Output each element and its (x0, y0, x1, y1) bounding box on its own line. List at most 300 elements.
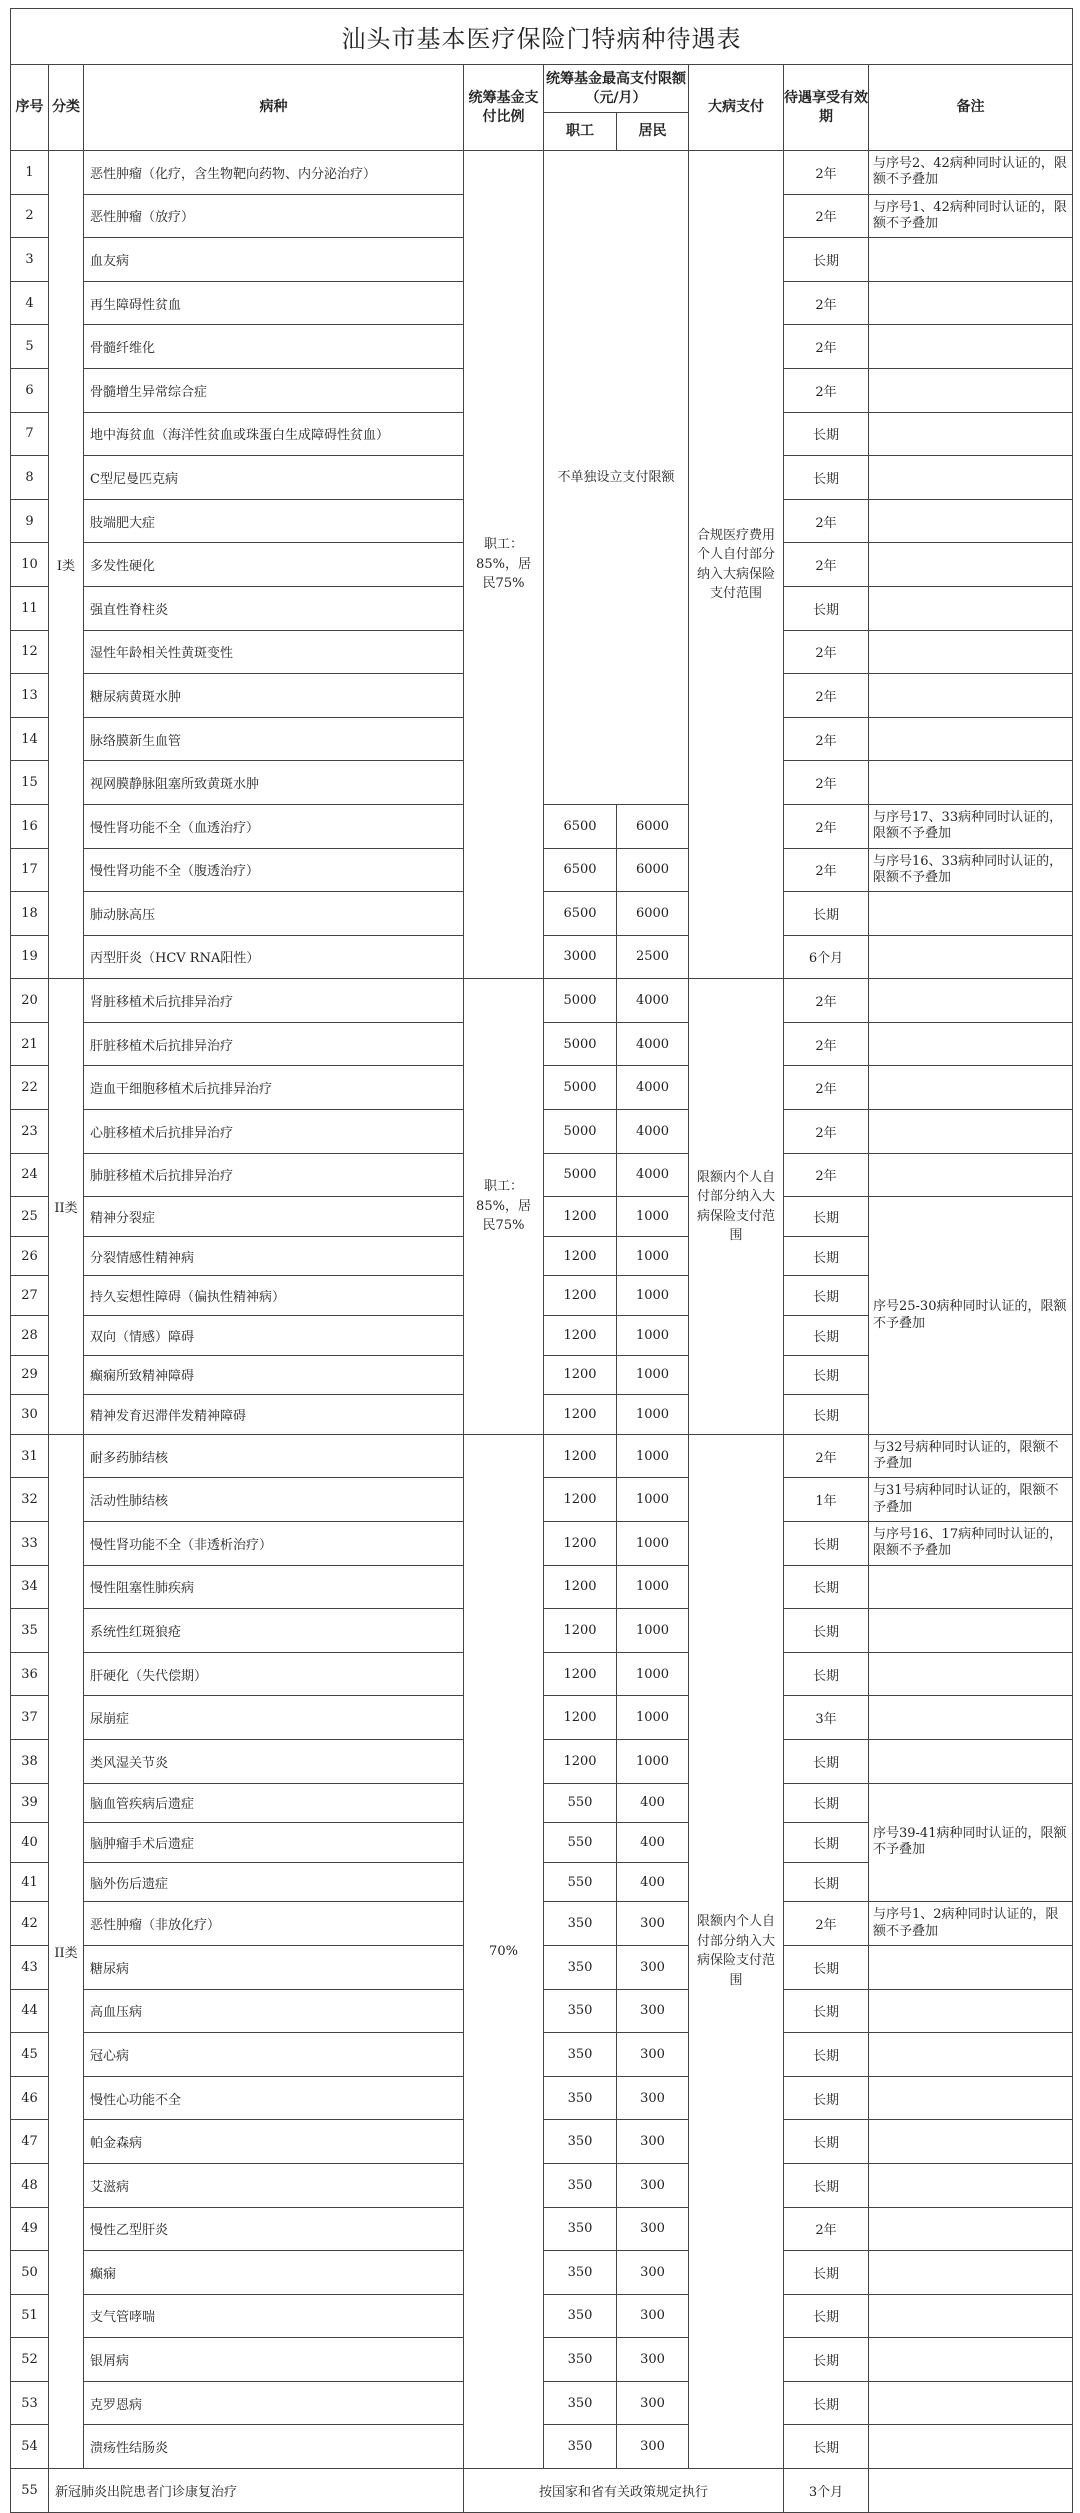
row-seq: 16 (11, 804, 49, 848)
row-validity: 长期 (784, 892, 869, 936)
row-resident-limit: 400 (617, 1783, 689, 1823)
row-resident-limit: 4000 (617, 979, 689, 1023)
row-remark (869, 1153, 1073, 1197)
row-remark (869, 1066, 1073, 1110)
row-validity: 长期 (784, 1395, 869, 1435)
row-validity: 2年 (784, 848, 869, 892)
row-disease: 溃疡性结肠炎 (84, 2425, 464, 2469)
row-seq: 28 (11, 1316, 49, 1356)
row-resident-limit: 300 (617, 2163, 689, 2207)
row-disease: 视网膜静脉阻塞所致黄斑水肿 (84, 761, 464, 805)
table-row (11, 2469, 1073, 2513)
row-disease: 恶性肿瘤（化疗，含生物靶向药物、内分泌治疗） (84, 151, 464, 195)
row-remark (869, 1609, 1073, 1653)
benefit-table (10, 8, 1073, 2513)
row-resident-limit: 300 (617, 1902, 689, 1946)
row-seq: 18 (11, 892, 49, 936)
row-remark (869, 935, 1073, 979)
row-seq: 27 (11, 1276, 49, 1316)
header-disease: 病种 (84, 65, 464, 151)
row-validity: 2年 (784, 1022, 869, 1066)
row-disease: 尿崩症 (84, 1696, 464, 1740)
header-seq: 序号 (11, 65, 49, 151)
row-remark (869, 325, 1073, 369)
row-remark: 与序号16、17病种同时认证的，限额不予叠加 (869, 1522, 1073, 1566)
header-category: 分类 (49, 65, 84, 151)
row-seq: 23 (11, 1110, 49, 1154)
serious-cell: 限额内个人自付部分纳入大病保险支付范围 (689, 1434, 784, 2468)
row-disease: 持久妄想性障碍（偏执性精神病） (84, 1276, 464, 1316)
row-resident-limit: 1000 (617, 1696, 689, 1740)
row-employee-limit: 350 (544, 2381, 617, 2425)
row-validity: 长期 (784, 2251, 869, 2295)
row-disease: 慢性乙型肝炎 (84, 2207, 464, 2251)
row-disease: 强直性脊柱炎 (84, 586, 464, 630)
row-remark (869, 2381, 1073, 2425)
row-validity: 2年 (784, 281, 869, 325)
row-employee-limit: 350 (544, 2425, 617, 2469)
row-validity: 长期 (784, 1823, 869, 1863)
row-employee-limit: 350 (544, 2163, 617, 2207)
row-seq: 31 (11, 1434, 49, 1478)
row-disease: 活动性肺结核 (84, 1478, 464, 1522)
row-seq: 20 (11, 979, 49, 1023)
row-disease: 糖尿病 (84, 1945, 464, 1989)
row-seq: 17 (11, 848, 49, 892)
row-remark: 与序号16、33病种同时认证的，限额不予叠加 (869, 848, 1073, 892)
row-seq: 10 (11, 543, 49, 587)
row-seq: 5 (11, 325, 49, 369)
row-disease: 造血干细胞移植术后抗排异治疗 (84, 1066, 464, 1110)
row-resident-limit: 1000 (617, 1609, 689, 1653)
row-validity: 长期 (784, 1276, 869, 1316)
row-remark (869, 2076, 1073, 2120)
row-seq: 52 (11, 2338, 49, 2382)
row-disease: 类风湿关节炎 (84, 1739, 464, 1783)
row-disease: 再生障碍性贫血 (84, 281, 464, 325)
row-employee-limit: 1200 (544, 1696, 617, 1740)
row-seq: 44 (11, 1989, 49, 2033)
row-validity: 长期 (784, 1355, 869, 1395)
row-disease: 癫痫 (84, 2251, 464, 2295)
row-remark (869, 761, 1073, 805)
row-validity: 3个月 (784, 2469, 869, 2513)
row-validity: 2年 (784, 1153, 869, 1197)
row-employee-limit: 350 (544, 2033, 617, 2077)
row-validity: 长期 (784, 1197, 869, 1237)
row-employee-limit: 1200 (544, 1355, 617, 1395)
row-disease: 恶性肿瘤（非放化疗） (84, 1902, 464, 1946)
row-employee-limit: 6500 (544, 892, 617, 936)
row-seq: 26 (11, 1236, 49, 1276)
row-validity: 2年 (784, 804, 869, 848)
row-employee-limit: 5000 (544, 1153, 617, 1197)
header-serious: 大病支付 (689, 65, 784, 151)
row-employee-limit: 1200 (544, 1434, 617, 1478)
row-remark (869, 586, 1073, 630)
row-employee-limit: 1200 (544, 1236, 617, 1276)
row-disease: 脑外伤后遗症 (84, 1862, 464, 1902)
row-remark: 与序号1、42病种同时认证的，限额不予叠加 (869, 194, 1073, 238)
row-employee-limit: 350 (544, 1902, 617, 1946)
row-employee-limit: 1200 (544, 1316, 617, 1356)
row-disease: 耐多药肺结核 (84, 1434, 464, 1478)
row-employee-limit: 1200 (544, 1609, 617, 1653)
row-resident-limit: 300 (617, 2381, 689, 2425)
row-disease: 肾脏移植术后抗排异治疗 (84, 979, 464, 1023)
row-seq: 40 (11, 1823, 49, 1863)
row-disease: 分裂情感性精神病 (84, 1236, 464, 1276)
row-seq: 43 (11, 1945, 49, 1989)
row-resident-limit: 300 (617, 2033, 689, 2077)
row-validity: 2年 (784, 1110, 869, 1154)
row-seq: 22 (11, 1066, 49, 1110)
category-cell: I类 (49, 151, 84, 979)
row-disease: 慢性阻塞性肺疾病 (84, 1565, 464, 1609)
row-remark (869, 2163, 1073, 2207)
row-validity: 2年 (784, 1434, 869, 1478)
row-seq: 34 (11, 1565, 49, 1609)
row-resident-limit: 300 (617, 1989, 689, 2033)
row-validity: 长期 (784, 1522, 869, 1566)
row-seq: 29 (11, 1355, 49, 1395)
row-remark (869, 2338, 1073, 2382)
row-resident-limit: 4000 (617, 1022, 689, 1066)
row-remark: 与序号1、2病种同时认证的，限额不予叠加 (869, 1902, 1073, 1946)
row-disease: 心脏移植术后抗排异治疗 (84, 1110, 464, 1154)
row-remark (869, 674, 1073, 718)
row-seq: 13 (11, 674, 49, 718)
row-validity: 2年 (784, 2207, 869, 2251)
row-disease: 克罗恩病 (84, 2381, 464, 2425)
row-employee-limit: 550 (544, 1823, 617, 1863)
row-disease: 恶性肿瘤（放疗） (84, 194, 464, 238)
serious-cell: 限额内个人自付部分纳入大病保险支付范围 (689, 979, 784, 1435)
row-resident-limit: 400 (617, 1862, 689, 1902)
row-validity: 长期 (784, 1609, 869, 1653)
header-validity: 待遇享受有效期 (784, 65, 869, 151)
row-validity: 2年 (784, 1902, 869, 1946)
row-resident-limit: 1000 (617, 1739, 689, 1783)
row-validity: 长期 (784, 1945, 869, 1989)
header-resident: 居民 (617, 113, 689, 151)
row-resident-limit: 1000 (617, 1522, 689, 1566)
row-validity: 长期 (784, 1862, 869, 1902)
row-disease: 骨髓纤维化 (84, 325, 464, 369)
row-validity: 长期 (784, 2163, 869, 2207)
row-seq: 45 (11, 2033, 49, 2077)
serious-cell: 合规医疗费用个人自付部分纳入大病保险支付范围 (689, 151, 784, 979)
row-remark (869, 281, 1073, 325)
row-validity: 长期 (784, 2120, 869, 2164)
row-disease: 骨髓增生异常综合症 (84, 368, 464, 412)
header-limit: 统筹基金最高支付限额（元/月） (544, 65, 689, 113)
row-validity: 长期 (784, 2338, 869, 2382)
page-title: 汕头市基本医疗保险门特病种待遇表 (11, 9, 1073, 65)
row-remark (869, 1022, 1073, 1066)
row-validity: 2年 (784, 194, 869, 238)
ratio-cell: 职工：85%，居民75% (464, 979, 544, 1435)
row-employee-limit: 1200 (544, 1739, 617, 1783)
row-disease: 慢性心功能不全 (84, 2076, 464, 2120)
category-cell: II类 (49, 979, 84, 1435)
table-body (11, 151, 1073, 2513)
row-seq: 30 (11, 1395, 49, 1435)
row-disease: 精神分裂症 (84, 1197, 464, 1237)
row-resident-limit: 300 (617, 2294, 689, 2338)
header-ratio: 统筹基金支付比例 (464, 65, 544, 151)
row-resident-limit: 300 (617, 2251, 689, 2295)
row-employee-limit: 1200 (544, 1395, 617, 1435)
row-seq: 41 (11, 1862, 49, 1902)
row-seq: 9 (11, 499, 49, 543)
remark-merged-cell: 序号39-41病种同时认证的，限额不予叠加 (869, 1783, 1073, 1902)
row-seq: 35 (11, 1609, 49, 1653)
row-resident-limit: 1000 (617, 1355, 689, 1395)
row-resident-limit: 1000 (617, 1276, 689, 1316)
header-employee: 职工 (544, 113, 617, 151)
row-disease: 肺脏移植术后抗排异治疗 (84, 1153, 464, 1197)
remark-merged-cell: 序号25-30病种同时认证的，限额不予叠加 (869, 1197, 1073, 1435)
row-remark (869, 2469, 1073, 2513)
row-seq: 53 (11, 2381, 49, 2425)
row-seq: 46 (11, 2076, 49, 2120)
row-validity: 长期 (784, 1652, 869, 1696)
row-seq: 54 (11, 2425, 49, 2469)
row-seq: 49 (11, 2207, 49, 2251)
row-employee-limit: 350 (544, 1945, 617, 1989)
row-resident-limit: 4000 (617, 1153, 689, 1197)
row-validity: 2年 (784, 368, 869, 412)
row-disease: 肺动脉高压 (84, 892, 464, 936)
row-resident-limit: 300 (617, 2425, 689, 2469)
row-seq: 25 (11, 1197, 49, 1237)
row-seq: 51 (11, 2294, 49, 2338)
row-employee-limit: 350 (544, 2207, 617, 2251)
row-validity: 2年 (784, 717, 869, 761)
row-resident-limit: 300 (617, 2338, 689, 2382)
row-validity: 2年 (784, 979, 869, 1023)
row-remark: 与31号病种同时认证的，限额不予叠加 (869, 1478, 1073, 1522)
row-disease: 地中海贫血（海洋性贫血或珠蛋白生成障碍性贫血） (84, 412, 464, 456)
row-disease: 系统性红斑狼疮 (84, 1609, 464, 1653)
row-employee-limit: 1200 (544, 1478, 617, 1522)
row-validity: 2年 (784, 151, 869, 195)
row-employee-limit: 350 (544, 2338, 617, 2382)
header-remark: 备注 (869, 65, 1073, 151)
row-employee-limit: 550 (544, 1862, 617, 1902)
row-validity: 长期 (784, 1236, 869, 1276)
row-disease: 高血压病 (84, 1989, 464, 2033)
row-remark (869, 1696, 1073, 1740)
row-seq: 55 (11, 2469, 49, 2513)
row-employee-limit: 6500 (544, 804, 617, 848)
row-disease: 艾滋病 (84, 2163, 464, 2207)
table-row (11, 979, 1073, 1023)
row-resident-limit: 400 (617, 1823, 689, 1863)
row-remark (869, 630, 1073, 674)
row-remark (869, 1652, 1073, 1696)
row-resident-limit: 6000 (617, 804, 689, 848)
row-employee-limit: 1200 (544, 1276, 617, 1316)
row-remark (869, 2033, 1073, 2077)
row-disease: 双向（情感）障碍 (84, 1316, 464, 1356)
row-seq: 7 (11, 412, 49, 456)
row-remark (869, 2425, 1073, 2469)
row-employee-limit: 5000 (544, 1110, 617, 1154)
row-disease: C型尼曼匹克病 (84, 456, 464, 500)
row-disease: 脑血管疾病后遗症 (84, 1783, 464, 1823)
row-disease: 肢端肥大症 (84, 499, 464, 543)
row-validity: 长期 (784, 2381, 869, 2425)
row-resident-limit: 6000 (617, 848, 689, 892)
row-seq: 8 (11, 456, 49, 500)
category-cell: II类 (49, 1434, 84, 2468)
row-seq: 3 (11, 238, 49, 282)
row-employee-limit: 3000 (544, 935, 617, 979)
row-validity: 长期 (784, 2425, 869, 2469)
row-seq: 39 (11, 1783, 49, 1823)
row-validity: 长期 (784, 1565, 869, 1609)
row-seq: 14 (11, 717, 49, 761)
row-resident-limit: 1000 (617, 1236, 689, 1276)
row-resident-limit: 1000 (617, 1197, 689, 1237)
row-remark (869, 456, 1073, 500)
row-seq: 1 (11, 151, 49, 195)
row-remark (869, 1945, 1073, 1989)
policy-note: 按国家和省有关政策规定执行 (464, 2469, 784, 2513)
row-disease: 多发性硬化 (84, 543, 464, 587)
row-disease: 新冠肺炎出院患者门诊康复治疗 (49, 2469, 464, 2513)
row-resident-limit: 1000 (617, 1478, 689, 1522)
row-resident-limit: 300 (617, 2207, 689, 2251)
row-seq: 24 (11, 1153, 49, 1197)
row-validity: 6个月 (784, 935, 869, 979)
row-validity: 2年 (784, 543, 869, 587)
row-seq: 21 (11, 1022, 49, 1066)
row-seq: 37 (11, 1696, 49, 1740)
row-validity: 2年 (784, 761, 869, 805)
row-validity: 长期 (784, 1316, 869, 1356)
row-seq: 6 (11, 368, 49, 412)
row-validity: 长期 (784, 586, 869, 630)
row-disease: 脉络膜新生血管 (84, 717, 464, 761)
row-validity: 长期 (784, 2033, 869, 2077)
row-seq: 2 (11, 194, 49, 238)
row-validity: 长期 (784, 1739, 869, 1783)
row-validity: 2年 (784, 674, 869, 718)
limit-merged-cell: 不单独设立支付限额 (544, 151, 689, 805)
row-resident-limit: 300 (617, 2076, 689, 2120)
row-employee-limit: 550 (544, 1783, 617, 1823)
row-remark: 与序号2、42病种同时认证的，限额不予叠加 (869, 151, 1073, 195)
row-validity: 长期 (784, 1989, 869, 2033)
row-disease: 血友病 (84, 238, 464, 282)
row-disease: 肝脏移植术后抗排异治疗 (84, 1022, 464, 1066)
row-seq: 38 (11, 1739, 49, 1783)
row-employee-limit: 5000 (544, 1022, 617, 1066)
row-disease: 癫痫所致精神障碍 (84, 1355, 464, 1395)
row-validity: 长期 (784, 238, 869, 282)
table-row (11, 1434, 1073, 1478)
row-remark (869, 1565, 1073, 1609)
row-disease: 慢性肾功能不全（腹透治疗） (84, 848, 464, 892)
row-remark (869, 717, 1073, 761)
row-remark: 与32号病种同时认证的，限额不予叠加 (869, 1434, 1073, 1478)
row-remark (869, 2251, 1073, 2295)
row-validity: 1年 (784, 1478, 869, 1522)
row-seq: 11 (11, 586, 49, 630)
row-validity: 长期 (784, 2294, 869, 2338)
row-resident-limit: 4000 (617, 1110, 689, 1154)
row-remark (869, 543, 1073, 587)
row-disease: 脑肿瘤手术后遗症 (84, 1823, 464, 1863)
row-resident-limit: 1000 (617, 1652, 689, 1696)
row-disease: 精神发育迟滞伴发精神障碍 (84, 1395, 464, 1435)
row-seq: 4 (11, 281, 49, 325)
row-employee-limit: 1200 (544, 1652, 617, 1696)
ratio-cell: 职工：85%，居民75% (464, 151, 544, 979)
row-remark (869, 1739, 1073, 1783)
row-resident-limit: 1000 (617, 1316, 689, 1356)
row-resident-limit: 300 (617, 1945, 689, 1989)
row-validity: 长期 (784, 2076, 869, 2120)
row-remark (869, 412, 1073, 456)
row-disease: 银屑病 (84, 2338, 464, 2382)
row-resident-limit: 300 (617, 2120, 689, 2164)
row-employee-limit: 350 (544, 2251, 617, 2295)
row-remark (869, 368, 1073, 412)
row-remark (869, 2294, 1073, 2338)
row-validity: 2年 (784, 325, 869, 369)
table-row (11, 151, 1073, 195)
row-validity: 2年 (784, 630, 869, 674)
row-employee-limit: 350 (544, 1989, 617, 2033)
row-resident-limit: 1000 (617, 1395, 689, 1435)
row-employee-limit: 6500 (544, 848, 617, 892)
row-employee-limit: 1200 (544, 1197, 617, 1237)
row-disease: 支气管哮喘 (84, 2294, 464, 2338)
row-seq: 50 (11, 2251, 49, 2295)
row-disease: 慢性肾功能不全（血透治疗） (84, 804, 464, 848)
row-remark: 与序号17、33病种同时认证的，限额不予叠加 (869, 804, 1073, 848)
row-remark (869, 499, 1073, 543)
row-disease: 糖尿病黄斑水肿 (84, 674, 464, 718)
row-remark (869, 1110, 1073, 1154)
row-remark (869, 892, 1073, 936)
row-disease: 肝硬化（失代偿期） (84, 1652, 464, 1696)
ratio-cell: 70% (464, 1434, 544, 2468)
row-validity: 2年 (784, 1066, 869, 1110)
row-resident-limit: 6000 (617, 892, 689, 936)
row-remark (869, 238, 1073, 282)
row-employee-limit: 350 (544, 2120, 617, 2164)
row-remark (869, 979, 1073, 1023)
row-disease: 慢性肾功能不全（非透析治疗） (84, 1522, 464, 1566)
row-disease: 帕金森病 (84, 2120, 464, 2164)
row-validity: 2年 (784, 499, 869, 543)
row-resident-limit: 2500 (617, 935, 689, 979)
row-employee-limit: 350 (544, 2076, 617, 2120)
row-seq: 33 (11, 1522, 49, 1566)
row-resident-limit: 4000 (617, 1066, 689, 1110)
row-remark (869, 2207, 1073, 2251)
row-disease: 冠心病 (84, 2033, 464, 2077)
row-employee-limit: 1200 (544, 1522, 617, 1566)
row-validity: 长期 (784, 1783, 869, 1823)
row-seq: 15 (11, 761, 49, 805)
row-employee-limit: 1200 (544, 1565, 617, 1609)
